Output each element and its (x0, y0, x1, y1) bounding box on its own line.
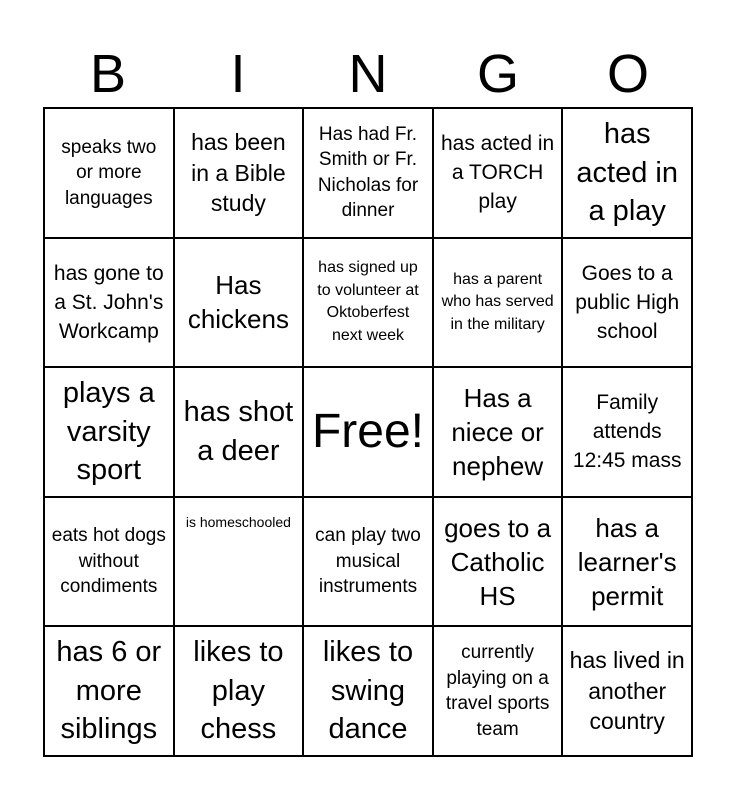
cell-text: Family attends 12:45 mass (572, 391, 682, 473)
bingo-cell-r5c4[interactable] (433, 626, 563, 756)
cell-text: has shot a deer (183, 396, 294, 467)
header-letter-b: B (89, 44, 127, 104)
bingo-header (43, 40, 693, 108)
header-letter-n: N (348, 44, 388, 104)
cell-text: plays a varsity sport (62, 377, 155, 487)
bingo-cell-r1c2[interactable] (174, 108, 304, 238)
free-space-text: Free! (311, 405, 424, 459)
bingo-cell-r1c4[interactable] (433, 108, 563, 238)
bingo-cell-r5c1[interactable] (44, 626, 174, 756)
bingo-cell-r4c4[interactable] (433, 497, 563, 627)
cell-text: has signed up to volunteer at Oktoberfest next week (317, 259, 419, 344)
bingo-cell-free[interactable] (303, 367, 433, 497)
cell-text: has a learner's permit (577, 512, 677, 611)
bingo-grid (43, 107, 693, 757)
cell-text: Has had Fr. Smith or Fr. Nicholas for dinner (317, 123, 419, 222)
cell-text: speaks two or more languages (61, 136, 157, 209)
bingo-cell-r1c1[interactable] (44, 108, 174, 238)
bingo-cell-r4c2[interactable] (174, 497, 304, 627)
bingo-cell-r2c2[interactable] (174, 238, 304, 368)
bingo-cell-r4c3[interactable] (303, 497, 433, 627)
cell-text: has gone to a St. John's Workcamp (53, 261, 164, 343)
cell-text: has lived in another country (569, 647, 685, 735)
bingo-cell-r4c1[interactable] (44, 497, 174, 627)
cell-text: eats hot dogs without condiments (51, 525, 166, 598)
cell-text: Has chickens (187, 270, 289, 335)
bingo-cell-r2c1[interactable] (44, 238, 174, 368)
bingo-cell-r3c5[interactable] (562, 367, 692, 497)
cell-text: has 6 or more siblings (56, 636, 162, 746)
cell-text: is homeschooled (185, 513, 291, 530)
bingo-cell-r5c3[interactable] (303, 626, 433, 756)
cell-text: can play two musical instruments (315, 525, 421, 598)
bingo-cell-r5c2[interactable] (174, 626, 304, 756)
cell-text: currently playing on a travel sports team (445, 642, 550, 740)
cell-text: Has a niece or nephew (451, 382, 544, 481)
header-letter-o: O (606, 44, 649, 104)
cell-text: goes to a Catholic HS (444, 512, 552, 611)
bingo-cell-r5c5[interactable] (562, 626, 692, 756)
cell-text: Goes to a public High school (575, 261, 680, 343)
cell-text: has been in a Bible study (191, 129, 286, 217)
bingo-cell-r3c2[interactable] (174, 367, 304, 497)
bingo-cell-r1c5[interactable] (562, 108, 692, 238)
cell-text: likes to play chess (193, 636, 284, 746)
bingo-cell-r3c4[interactable] (433, 367, 563, 497)
header-letter-g: G (476, 44, 519, 104)
bingo-cell-r4c5[interactable] (562, 497, 692, 627)
bingo-cell-r2c4[interactable] (433, 238, 563, 368)
bingo-cell-r2c3[interactable] (303, 238, 433, 368)
bingo-cell-r3c1[interactable] (44, 367, 174, 497)
header-letter-i: I (230, 44, 246, 104)
cell-text: has acted in a TORCH play (440, 132, 555, 214)
bingo-cell-r1c3[interactable] (303, 108, 433, 238)
cell-text: likes to swing dance (322, 636, 414, 746)
bingo-cell-r2c5[interactable] (562, 238, 692, 368)
cell-text: has acted in a play (576, 118, 678, 228)
cell-text: has a parent who has served in the military (441, 270, 554, 333)
